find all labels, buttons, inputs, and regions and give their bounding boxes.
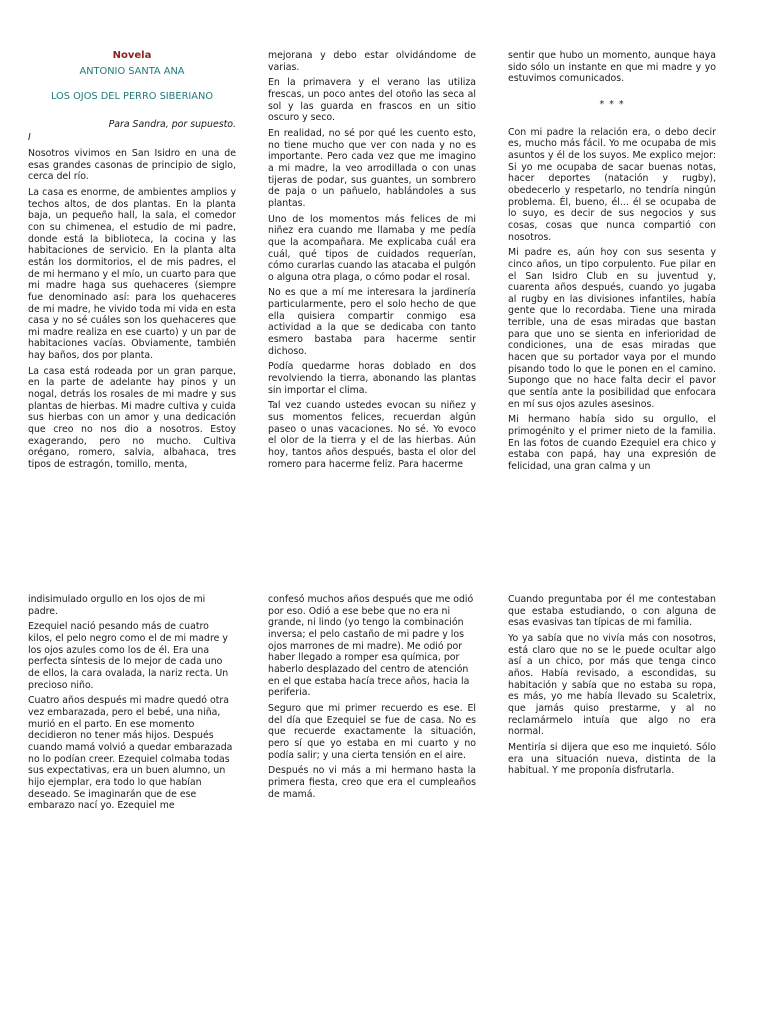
book-title: LOS OJOS DEL PERRO SIBERIANO — [50, 90, 214, 102]
paragraph: Cuatro años después mi madre quedó otra vez embarazada, pero el bebé, una niña, murió en el parto. En ese momento decidieron no tener más hijos. Después cuando mamá volvió a quedar embarazada no lo podían creer. Ezequiel colmaba todas sus expectativas, era un buen alumno, un hijo ejemplar, era todo lo que habían deseado. Se imaginarán que de ese embarazo nací yo. Ezequiel me — [28, 695, 233, 812]
paragraph: sentir que hubo un momento, aunque haya sido sólo un instante en que mi madre y yo estuvimos comunicados. — [508, 50, 716, 85]
paragraph: Cuando preguntaba por él me contestaban que estaba estudiando, o con alguna de esas evasivas tan típicas de mi familia. — [508, 594, 716, 629]
paragraph: En la primavera y el verano las utiliza frescas, un poco antes del otoño las seca al sol y las guarda en frascos en un sitio oscuro y seco. — [268, 77, 476, 124]
dedication: Para Sandra, por supuesto. — [108, 118, 236, 130]
paragraph: Seguro que mi primer recuerdo es ese. El del día que Ezequiel se fue de casa. No es que recuerde exactamente la situación, pero sí que yo estaba en mi cuarto y no podía salir; y una cierta tensión en el aire. — [268, 702, 476, 761]
column-2-bottom — [268, 594, 476, 834]
paragraph: No es que a mí me interesara la jardinería particularmente, pero el solo hecho de que ella quisiera compartir conmigo esa actividad a la que se dedicaba con tanto esmero bastaba para hacerme sentir dichoso. — [268, 287, 476, 357]
paragraph: Después no vi más a mi hermano hasta la primera fiesta, creo que era el cumpleaños de mamá. — [268, 765, 476, 800]
column-1-top — [28, 50, 236, 482]
paragraph: La casa está rodeada por un gran parque, en la parte de adelante hay pinos y un nogal, detrás los rosales de mi madre y sus plantas de hierbas. Mi madre cultiva y cuida sus hierbas con un amor y una dedicación que creo no nos dio a nosotros. Estoy exagerando, pero no mucho. Cultiva orégano, romero, salvia, albahaca, tres tipos de estragón, tomillo, menta, — [28, 365, 236, 471]
column-3-top — [508, 50, 716, 482]
paragraph: Mi hermano había sido su orgullo, el primogénito y el primer nieto de la familia. En las fotos de cuando Ezequiel era chico y estaba con papá, hay una expresión de felicidad, una gran calma y un — [508, 414, 716, 472]
column-3-bottom — [508, 594, 716, 834]
paragraph: En realidad, no sé por qué les cuento esto, no tiene mucho que ver con nada y no es importante. Pero cada vez que me imagino a mi madre, la veo arrodillada o con unas tijeras de podar, sus guantes, un sombrero de paja o un pañuelo, hablándoles a sus plantas. — [268, 127, 476, 209]
paragraph: mejorana y debo estar olvidándome de varias. — [268, 50, 476, 73]
author-name: ANTONIO SANTA ANA — [79, 66, 185, 78]
paragraph: Con mi padre la relación era, o debo decir es, mucho más fácil. Yo me ocupaba de mis asuntos y él de los suyos. Me explico mejor: Si yo me ocupaba de sacar buenas notas, hacer deportes (natación y rugby), obedecerlo y respetarlo, no tendría ningún problema. Él, bueno, él... él se ocupaba de lo suyo, es decir de sus negocios y sus cosas, cosas que nunca compartió con nosotros. — [508, 126, 716, 243]
paragraph: Nosotros vivimos en San Isidro en una de esas grandes casonas de principio de siglo, cerca del río. — [28, 147, 236, 183]
paragraph: Podía quedarme horas doblado en dos revolviendo la tierra, abonando las plantas sin importar el clima. — [268, 361, 476, 396]
paragraph: confesó muchos años después que me odió por eso. Odió a ese bebe que no era ni grande, ni lindo (yo tengo la combinación inversa; el pelo castaño de mi padre y los ojos marrones de mi madre). Me odió por haber llegado a romper esa química, por haberlo desplazado del centro de atención en el que estaba hacía trece años, hacia la periferia. — [268, 594, 474, 699]
paragraph: Yo ya sabía que no vivía más con nosotros, está claro que no se le puede ocultar algo así a un chico, por más que tenga cinco años. Había revisado, a escondidas, su habitación y sabía que no estaba su ropa, es más, yo me había llevado su Scaletrix, que jamás quiso prestarme, y al no reclamármelo intuía que algo no era normal. — [508, 632, 716, 738]
section-separator: * * * — [599, 98, 625, 110]
genre-label: Novela — [112, 50, 152, 61]
paragraph: Tal vez cuando ustedes evocan su niñez y sus momentos felices, recuerdan algún paseo o unas vacaciones. No sé. Yo evoco el olor de la tierra y el de las hierbas. Aún hoy, tantos años después, basta el olor del romero para hacerme feliz. Para hacerme — [268, 400, 476, 470]
column-1-bottom — [28, 594, 236, 834]
paragraph: indisimulado orgullo en los ojos de mi padre. — [28, 594, 206, 617]
paragraph: Mi padre es, aún hoy con sus sesenta y cinco años, un tipo corpulento. Fue pilar en el San Isidro Club en su juventud y, cuarenta años después, cuando yo jugaba al rugby en las divisiones infantiles, había gente que lo recordaba. Tiene una mirada terrible, una de esas miradas que bastan para que uno se sienta en inferioridad de condiciones, una de esas miradas que hacen que su portador vaya por el mundo pisando todo lo que le ponen en el camino. Supongo que no hace falta decir el pavor que sentía ante la posibilidad que enfocara en mí sus ojos azules asesinos. — [508, 247, 716, 410]
paragraph: Ezequiel nació pesando más de cuatro kilos, el pelo negro como el de mi madre y los ojos azules como los de él. Era una perfecta síntesis de lo mejor de cada uno de ellos, la cara ovalada, la nariz recta. Un precioso niño. — [28, 621, 229, 691]
column-2-top — [268, 50, 476, 482]
paragraph: Uno de los momentos más felices de mi niñez era cuando me llamaba y me pedía que la acompañara. Me explicaba cuál era cuál, qué tipos de cuidados requerían, cómo curarlas cuando las atacaba el pulgón o alguna otra plaga, o cómo podar el rosal. — [268, 213, 476, 283]
paragraph: Mentiría si dijera que eso me inquietó. Sólo era una situación nueva, distinta de la habitual. Y me proponía disfrutarla. — [508, 741, 716, 777]
paragraph: La casa es enorme, de ambientes amplios y techos altos, de dos plantas. En la planta baja, un pequeño hall, la sala, el comedor con su chimenea, el estudio de mi padre, donde está la biblioteca, la cocina y las habitaciones de servicio. En la planta alta están los dormitorios, el de mis padres, el de mi hermano y el mío, un cuarto para que mi madre haga sus quehaceres (siempre fue denominado así: para los quehaceres de mi madre, he vivido toda mi vida en esta casa y no sé cuáles son los quehaceres que mi madre realiza en ese cuarto) y un par de habitaciones vacías. Obviamente, también hay baños, dos por planta. — [28, 186, 236, 362]
chapter-number: I — [28, 132, 31, 144]
